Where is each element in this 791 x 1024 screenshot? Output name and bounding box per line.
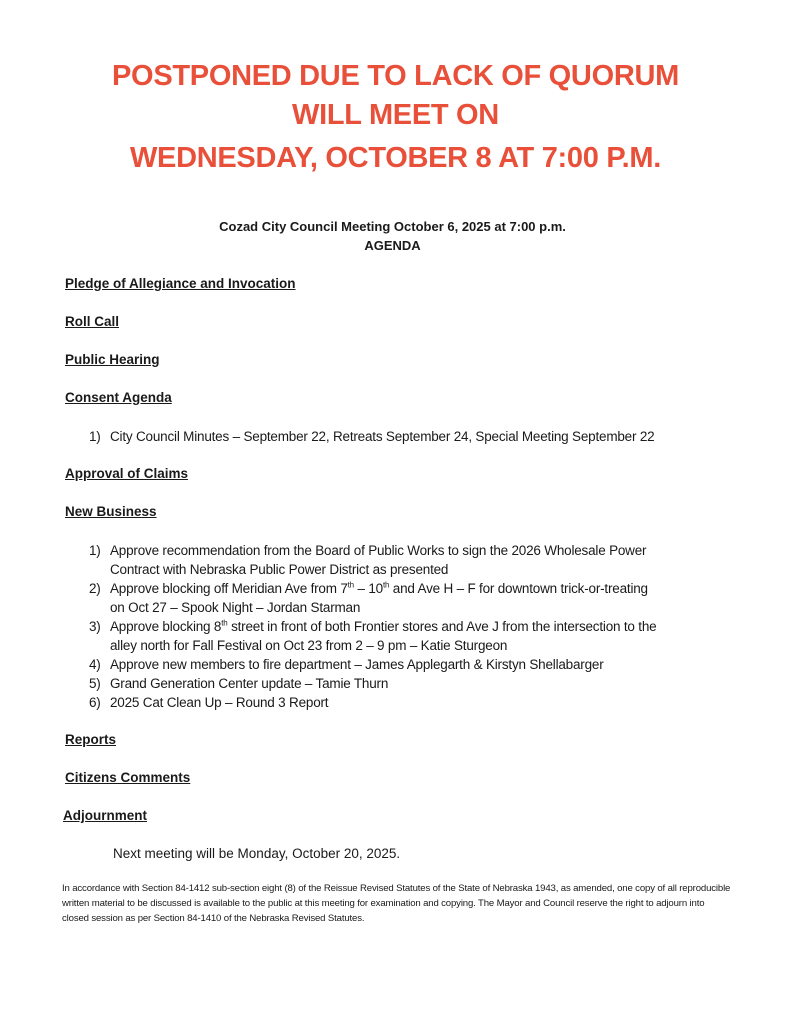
item-number: 4) xyxy=(89,657,101,672)
postponed-notice-line2: WILL MEET ON xyxy=(292,99,499,131)
text-run: street in front of both Frontier stores and Ave J from the intersection to the xyxy=(227,619,657,634)
section-new-business: New Business xyxy=(65,504,157,519)
section-citizens-comments: Citizens Comments xyxy=(65,770,191,785)
text-run: Approve blocking 8 xyxy=(110,619,222,634)
item-text xyxy=(110,579,648,617)
item-text: City Council Minutes – September 22, Retreats September 24, Special Meeting September 22 xyxy=(110,429,655,444)
item-text: Grand Generation Center update – Tamie Thurn xyxy=(110,676,389,691)
section-approval-of-claims: Approval of Claims xyxy=(65,466,189,481)
postponed-notice-line1: POSTPONED DUE TO LACK OF QUORUM xyxy=(112,60,679,92)
item-number: 3) xyxy=(89,619,101,634)
text-run: Approve blocking off Meridian Ave from 7 xyxy=(110,581,348,596)
item-line: Approve recommendation from the Board of Public Works to sign the 2026 Wholesale Power xyxy=(110,543,647,558)
item-number: 1) xyxy=(89,543,101,558)
item-text xyxy=(110,617,656,655)
item-number: 6) xyxy=(89,695,101,710)
text-run: and Ave H – F for downtown trick-or-treating xyxy=(389,581,648,596)
section-pledge: Pledge of Allegiance and Invocation xyxy=(65,276,296,291)
item-text xyxy=(110,541,646,579)
item-line: alley north for Fall Festival on Oct 23 from 2 – 9 pm – Katie Sturgeon xyxy=(110,638,508,653)
superscript: th xyxy=(347,580,354,590)
item-line: Contract with Nebraska Public Power District as presented xyxy=(110,562,449,577)
item-text: 2025 Cat Clean Up – Round 3 Report xyxy=(110,695,329,710)
section-roll-call: Roll Call xyxy=(65,314,120,329)
item-number: 1) xyxy=(89,429,101,444)
item-line xyxy=(110,617,656,636)
legal-footer: In accordance with Section 84-1412 sub-section eight (8) of the Reissue Revised Statutes of the State of Nebraska 1943, as amended, one copy of all reproducible written material to be discussed is available to the public at this meeting for examination and copying. The Mayor and Council reserve the right to adjourn into closed session as per Section 84-1410 of the Nebraska Revised Statutes. xyxy=(62,883,731,924)
item-number: 5) xyxy=(89,676,101,691)
meeting-title: Cozad City Council Meeting October 6, 2025 at 7:00 p.m. xyxy=(219,219,566,234)
section-adjournment: Adjournment xyxy=(63,808,147,823)
item-line xyxy=(110,579,648,598)
superscript: th xyxy=(382,580,390,590)
postponed-notice-line3: WEDNESDAY, OCTOBER 8 AT 7:00 P.M. xyxy=(129,142,662,174)
item-number: 2) xyxy=(89,581,101,596)
agenda-heading: AGENDA xyxy=(364,238,421,253)
superscript: th xyxy=(221,618,228,628)
section-public-hearing: Public Hearing xyxy=(65,352,160,367)
item-line: on Oct 27 – Spook Night – Jordan Starman xyxy=(110,600,361,615)
item-text: Approve new members to fire department – James Applegarth & Kirstyn Shellabarger xyxy=(110,657,604,672)
text-run: – 10 xyxy=(353,581,383,596)
section-reports: Reports xyxy=(65,732,117,747)
section-consent-agenda: Consent Agenda xyxy=(65,390,172,405)
next-meeting: Next meeting will be Monday, October 20, 2025. xyxy=(113,846,401,861)
